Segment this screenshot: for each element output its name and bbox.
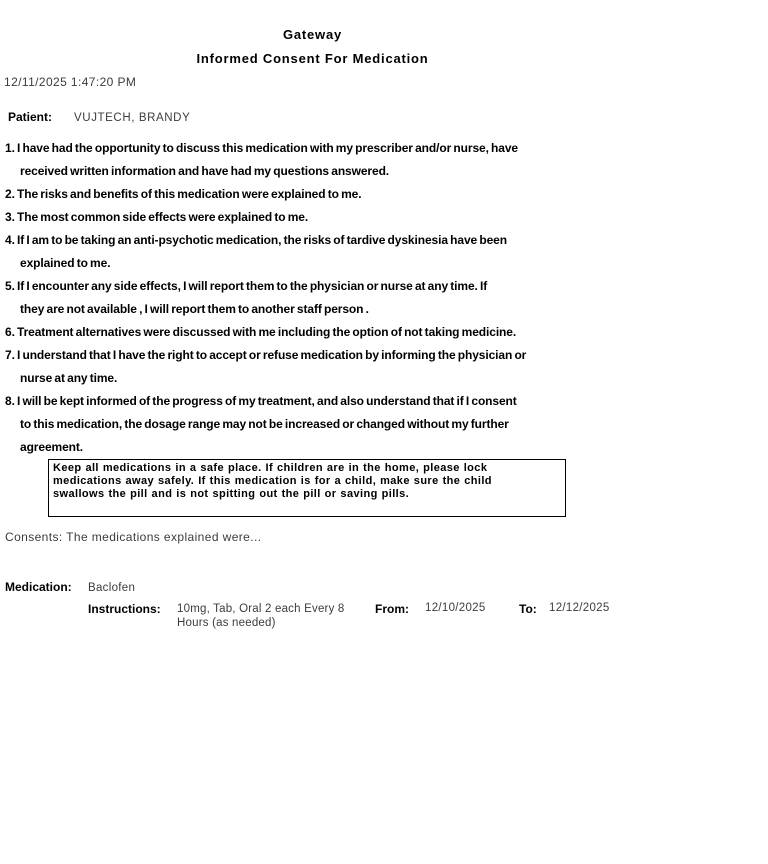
consent-item [0, 321, 640, 344]
consent-item-text: to this medication, the dosage range may not be increased or changed without my further [20, 417, 509, 431]
consent-item-text: The risks and benefits of this medication were explained to me. [17, 187, 362, 201]
document-title: Informed Consent For Medication [196, 51, 429, 66]
consent-item-first-line [0, 390, 640, 413]
consent-item-continuation-line [0, 252, 640, 275]
consent-item [0, 275, 640, 321]
consent-item-text: received written information and have had my questions answered. [20, 164, 390, 178]
from-date: 12/10/2025 [425, 602, 486, 614]
consent-item [0, 183, 640, 206]
consent-item-text: agreement. [20, 440, 84, 454]
consent-item-continuation-line [0, 436, 640, 459]
consent-item-first-line [0, 321, 640, 344]
consent-item-text: Treatment alternatives were discussed with me including the option of not taking medicine. [17, 325, 517, 339]
safety-notice-line: Keep all medications in a safe place. If children are in the home, please lock [53, 462, 488, 474]
organization-title: Gateway [282, 27, 343, 42]
consent-item-number: 7. [5, 348, 15, 362]
instructions-label: Instructions: [88, 602, 161, 616]
consent-item-text: If I encounter any side effects, I will report them to the physician or nurse at any time. If [17, 279, 488, 293]
consent-item-number: 4. [5, 233, 15, 247]
consent-item-text: nurse at any time. [20, 371, 118, 385]
consent-list [0, 137, 640, 459]
consent-item [0, 344, 640, 390]
safety-notice-line: swallows the pill and is not spitting out the pill or saving pills. [53, 488, 410, 500]
instructions-value: 10mg, Tab, Oral 2 each Every 8 Hours (as needed) [177, 603, 345, 629]
consent-item-text: explained to me. [20, 256, 111, 270]
consent-item-text: I understand that I have the right to accept or refuse medication by informing the physician or [17, 348, 527, 362]
consent-item-text: If I am to be taking an anti-psychotic medication, the risks of tardive dyskinesia have been [17, 233, 507, 247]
patient-row [8, 108, 190, 126]
consent-item-first-line [0, 229, 640, 252]
medication-safety-notice-box [48, 459, 566, 517]
consent-item-continuation-line [0, 160, 640, 183]
consent-item-text: they are not available , I will report them to another staff person . [20, 302, 369, 316]
consent-item-first-line [0, 206, 640, 229]
consent-item-number: 1. [5, 141, 15, 155]
consent-item-number: 8. [5, 394, 15, 408]
medication-row [5, 578, 135, 596]
consent-item-continuation-line [0, 367, 640, 390]
consent-item-number: 2. [5, 187, 15, 201]
consent-item-number: 5. [5, 279, 15, 293]
consent-item-text: The most common side effects were explained to me. [17, 210, 309, 224]
consent-item-continuation-line [0, 413, 640, 436]
consent-item-text: I will be kept informed of the progress of my treatment, and also understand that if I consent [17, 394, 517, 408]
consent-item-number: 3. [5, 210, 15, 224]
patient-name: VUJTECH, BRANDY [74, 112, 191, 124]
to-label: To: [519, 602, 537, 616]
consent-item-first-line [0, 344, 640, 367]
consent-item [0, 137, 640, 183]
consents-summary-line: Consents: The medications explained were... [5, 530, 262, 544]
consent-item-continuation-line [0, 298, 640, 321]
consent-item [0, 206, 640, 229]
medication-label: Medication: [5, 580, 72, 594]
consent-item-first-line [0, 183, 640, 206]
to-date: 12/12/2025 [549, 602, 610, 614]
consent-item-first-line [0, 275, 640, 298]
consent-item [0, 229, 640, 275]
printed-datetime: 12/11/2025 1:47:20 PM [4, 75, 137, 89]
patient-label: Patient: [8, 110, 53, 124]
safety-notice-line: medications away safely. If this medication is for a child, make sure the child [53, 475, 492, 487]
consent-item-number: 6. [5, 325, 15, 339]
consent-item-text: I have had the opportunity to discuss this medication with my prescriber and/or nurse, have [17, 141, 519, 155]
from-label: From: [375, 602, 409, 616]
consent-item-first-line [0, 137, 640, 160]
medication-name: Baclofen [88, 582, 136, 594]
consent-item [0, 390, 640, 459]
